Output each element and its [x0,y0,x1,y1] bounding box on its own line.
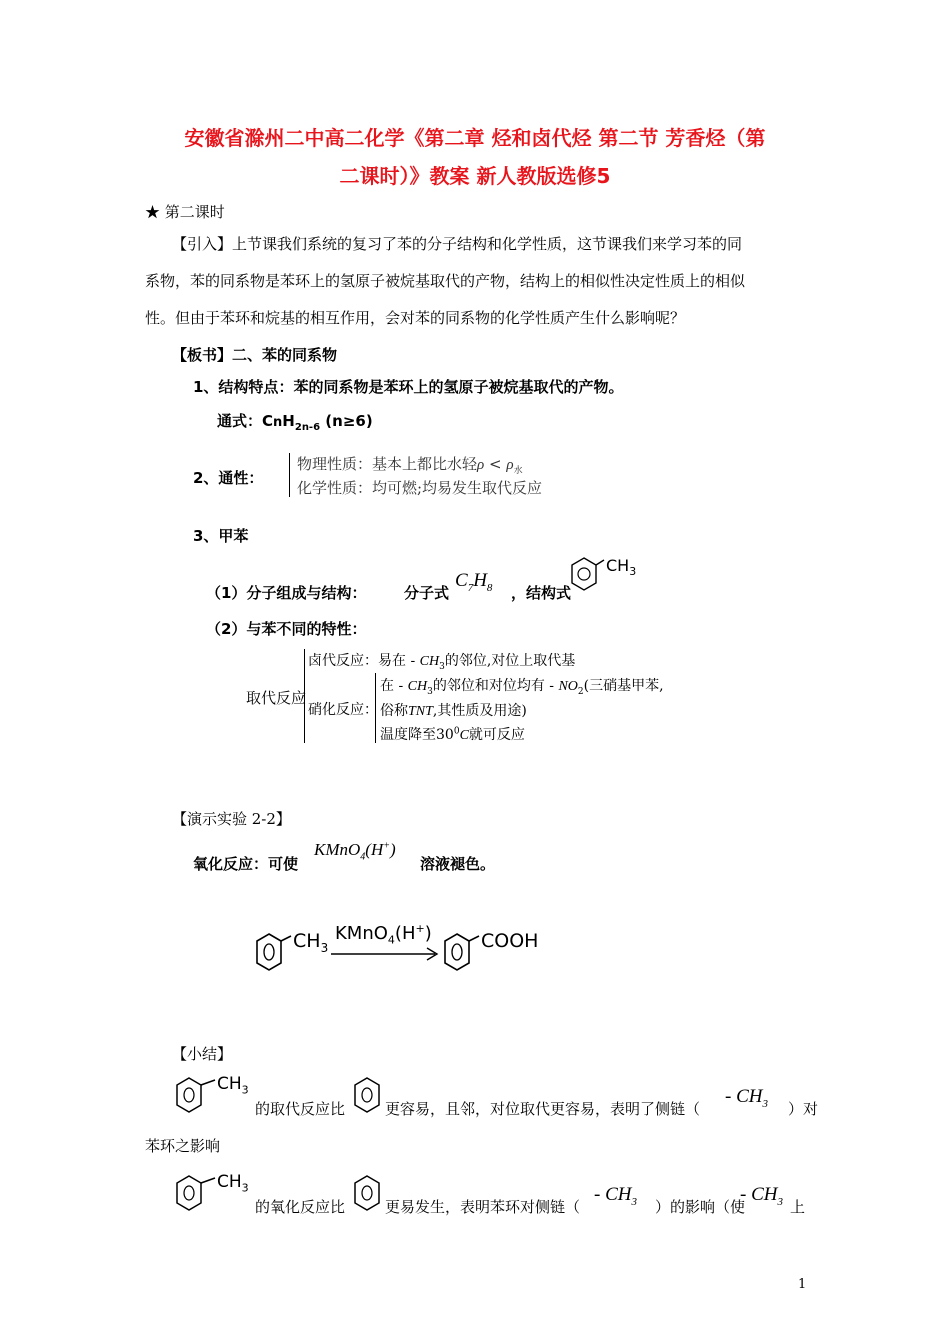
page-number: 1 [798,1277,807,1292]
title-line-2: 二课时）》教案 新人教版选修5 [339,164,611,188]
oxidation-label: 氧化反应：可使 [193,855,299,873]
summary-line-3d: 上 [790,1198,806,1216]
summary-side-chain-3: - $CH_3$ [740,1184,783,1208]
oxidation-rest: 溶液褪色。 [420,855,496,873]
substitution-brace [304,649,305,743]
summary-side-chain-2: - $CH_3$ [594,1184,637,1208]
benzene-structure-summary-1 [352,1072,382,1118]
summary-line-3b: 更易发生，表明苯环对侧链（ [385,1198,581,1216]
summary-side-chain-1: - $CH_3$ [725,1086,768,1110]
reagent-label: KMnO$_4$(H+) [335,922,432,947]
structure-feature: 1、结构特点：苯的同系物是苯环上的氢原子被烷基取代的产物。 [193,378,624,396]
summary-line-3a: 的氧化反应比 [255,1198,346,1216]
summary-line-1a: 的取代反应比 [255,1100,346,1118]
oxidation-reaction [255,920,555,990]
summary-heading: 【小结】 [172,1045,233,1063]
structural-formula-label: ，结构式 [511,584,572,602]
reactant-methyl: $CH_3$ [293,930,329,955]
nitration-line-1: 在 - $CH_3$的邻位和对位均有 - $NO_2$(三硝基甲苯, [380,678,664,697]
halogenation: 卤代反应：易在 - $CH_3$的邻位,对位上取代基 [308,653,576,672]
summary-methyl-2: $CH_3$ [217,1172,249,1195]
common-properties-label: 2、通性： [193,469,264,487]
demo-heading: 【演示实验 2-2】 [172,810,291,828]
toluene-structure-summary-1 [175,1072,255,1118]
board-heading: 【板书】二、苯的同系物 [172,346,338,364]
nitration-brace [375,673,376,743]
methyl-label: $CH_3$ [606,556,637,579]
properties-brace [289,453,290,497]
nitration-line-2: 俗称TNT,其性质及用途) [380,703,527,719]
summary-line-1b: 更容易，且邻，对位取代更容易，表明了侧链（ [385,1100,701,1118]
toluene-heading: 3、甲苯 [193,527,249,545]
general-formula: 通式：CnH$_{2n-6}$ (n≥6) [217,412,373,433]
summary-line-3c: ）的影响（使 [655,1198,746,1216]
summary-line-2: 苯环之影响 [145,1137,221,1155]
nitration-line-3: 温度降至$30^0C$就可反应 [380,726,525,743]
intro-line-1: 【引入】上节课我们系统的复习了苯的分子结构和化学性质，这节课我们来学习苯的同 [172,235,743,253]
product-cooh: COOH [481,930,539,952]
substitution-label: 取代反应 [246,689,307,707]
molecular-formula: $C_7H_8$ [455,570,493,594]
intro-line-3: 性。但由于苯环和烷基的相互作用，会对苯的同系物的化学性质产生什么影响呢？ [145,309,686,327]
special-properties-label: （2）与苯不同的特性： [206,620,367,638]
composition-structure-label: （1）分子组成与结构： [206,584,367,602]
summary-line-1c: ）对 [788,1100,819,1118]
nitration-label: 硝化反应： [308,702,378,718]
title-line-1: 安徽省滁州二中高二化学《第二章 烃和卤代烃 第二节 芳香烃（第 [184,126,766,150]
intro-line-2: 系物，苯的同系物是苯环上的氢原子被烷基取代的产物，结构上的相似性决定性质上的相似 [145,272,746,290]
toluene-structure [570,554,640,604]
chemical-property: 化学性质：均可燃;均易发生取代反应 [297,479,543,497]
physical-property: 物理性质：基本上都比水轻$\rho < \rho_水$ [297,455,523,476]
molecular-formula-label: 分子式 [404,584,450,602]
benzene-structure-summary-2 [352,1170,382,1216]
summary-methyl-1: $CH_3$ [217,1074,249,1097]
kmno4-formula: KMnO$_4$(H+) [314,840,396,863]
toluene-structure-summary-2 [175,1170,255,1216]
section-heading: ★ 第二课时 [145,203,225,221]
